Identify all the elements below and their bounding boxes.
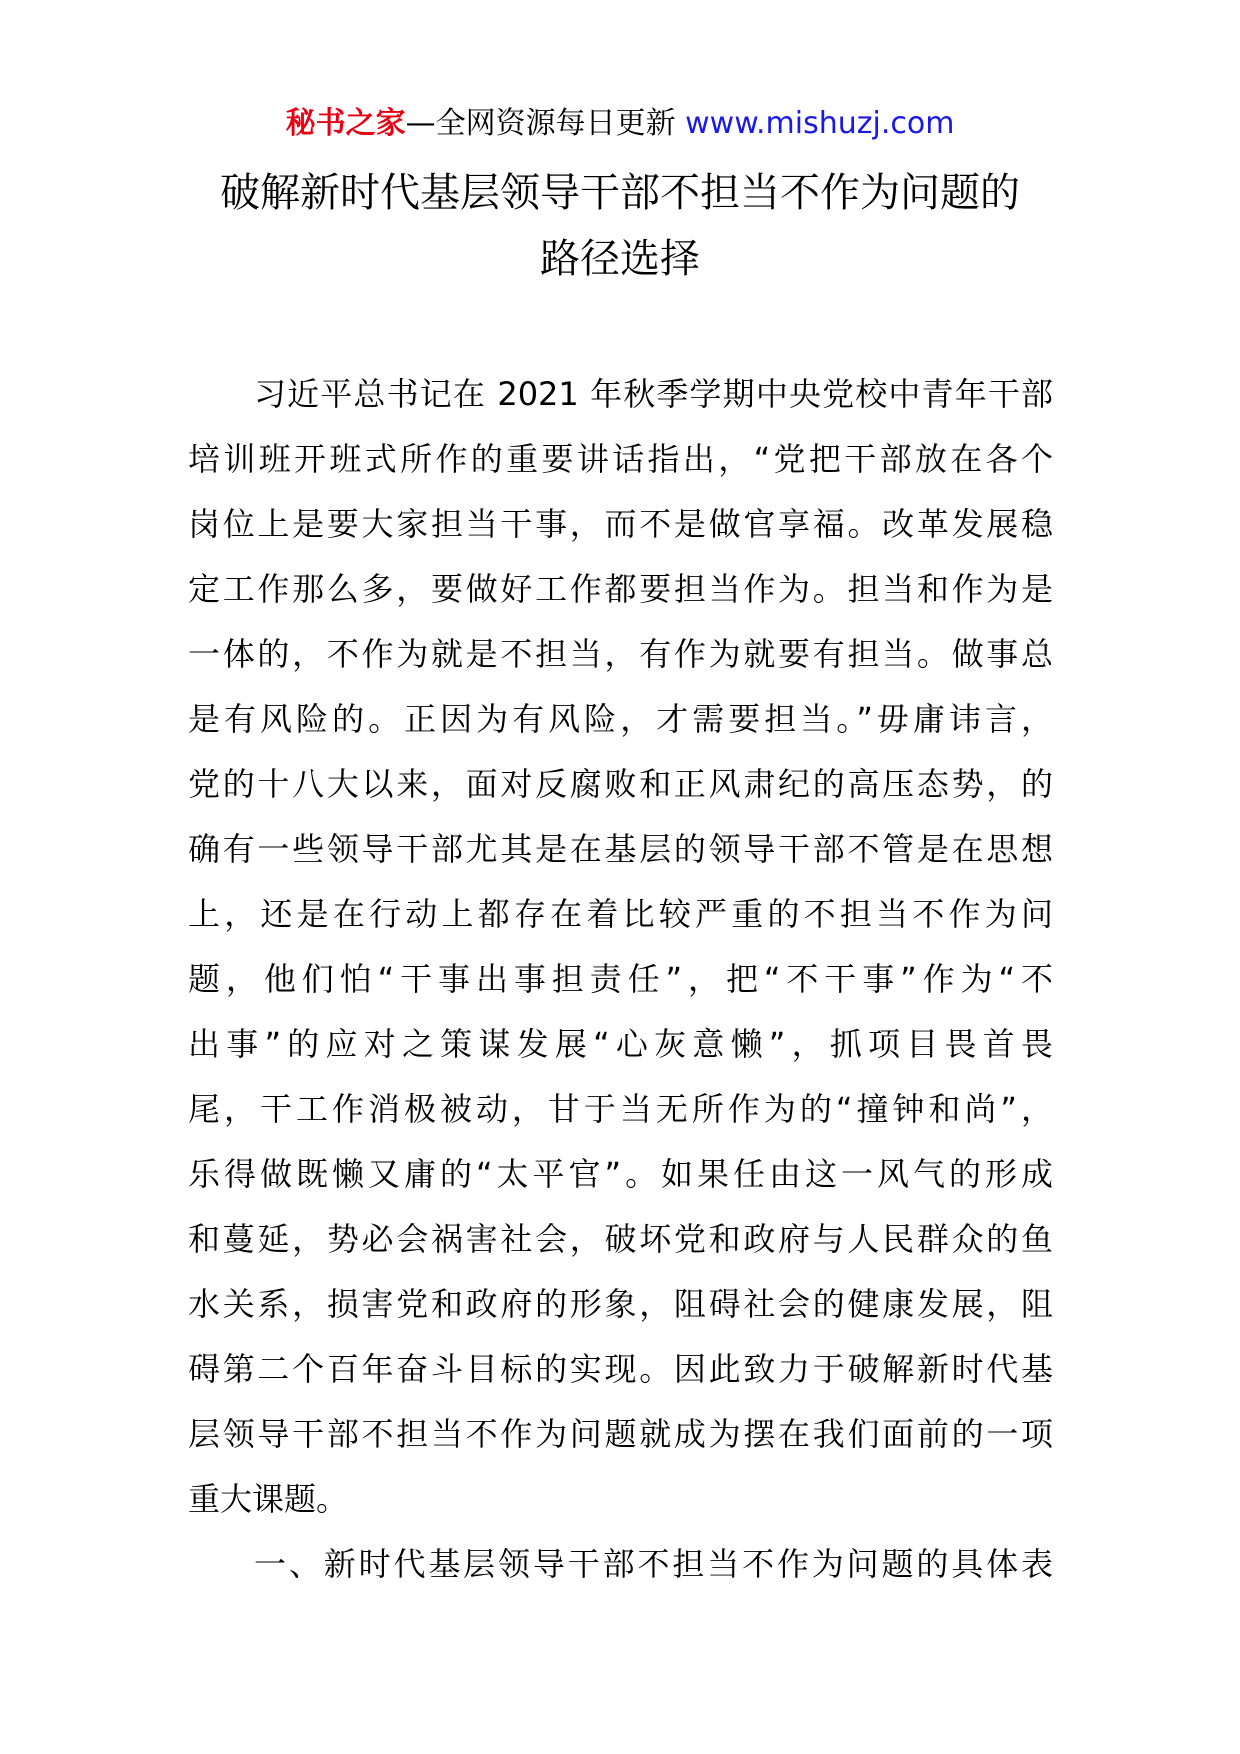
title-line: 路径选择 [540, 236, 700, 282]
paragraph-intro [188, 362, 1053, 1532]
text-line: 确有一些领导干部尤其是在基层的领导干部不管是在思想 [188, 830, 1053, 868]
text-line: 习近平总书记在 2021 年秋季学期中央党校中青年干部 [254, 375, 1053, 413]
text-line: 题，他们怕“干事出事担责任”，把“不干事”作为“不 [188, 960, 1053, 998]
site-tagline: —全网资源每日更新 [405, 106, 676, 141]
text-line: 水关系，损害党和政府的形象，阻碍社会的健康发展，阻 [188, 1285, 1053, 1323]
text-line: 一、新时代基层领导干部不担当不作为问题的具体表 [254, 1545, 1053, 1583]
text-line: 一体的，不作为就是不担当，有作为就要有担当。做事总 [188, 635, 1053, 673]
site-header [0, 98, 1240, 150]
text-line: 和蔓延，势必会祸害社会，破坏党和政府与人民群众的鱼 [188, 1220, 1053, 1258]
section-heading-1 [188, 1532, 1053, 1597]
text-line: 培训班开班式所作的重要讲话指出，“党把干部放在各个 [188, 440, 1053, 478]
text-line: 岗位上是要大家担当干事，而不是做官享福。改革发展稳 [188, 505, 1053, 543]
text-line: 碍第二个百年奋斗目标的实现。因此致力于破解新时代基 [188, 1350, 1053, 1388]
site-url-link[interactable]: www.mishuzj.com [685, 106, 955, 141]
document-title [0, 160, 1240, 292]
text-line: 出事”的应对之策谋发展“心灰意懒”，抓项目畏首畏 [188, 1025, 1053, 1063]
title-line: 破解新时代基层领导干部不担当不作为问题的 [220, 170, 1020, 216]
text-line: 重大课题。 [188, 1480, 349, 1518]
text-line: 定工作那么多，要做好工作都要担当作为。担当和作为是 [188, 570, 1053, 608]
text-line: 乐得做既懒又庸的“太平官”。如果任由这一风气的形成 [188, 1155, 1053, 1193]
site-brand: 秘书之家 [285, 106, 406, 141]
document-body [188, 362, 1053, 1597]
text-line: 上，还是在行动上都存在着比较严重的不担当不作为问 [188, 895, 1053, 933]
text-line: 是有风险的。正因为有风险，才需要担当。”毋庸讳言， [188, 700, 1053, 738]
text-line: 尾，干工作消极被动，甘于当无所作为的“撞钟和尚”， [188, 1090, 1053, 1128]
text-line: 层领导干部不担当不作为问题就成为摆在我们面前的一项 [188, 1415, 1053, 1453]
text-line: 党的十八大以来，面对反腐败和正风肃纪的高压态势，的 [188, 765, 1053, 803]
